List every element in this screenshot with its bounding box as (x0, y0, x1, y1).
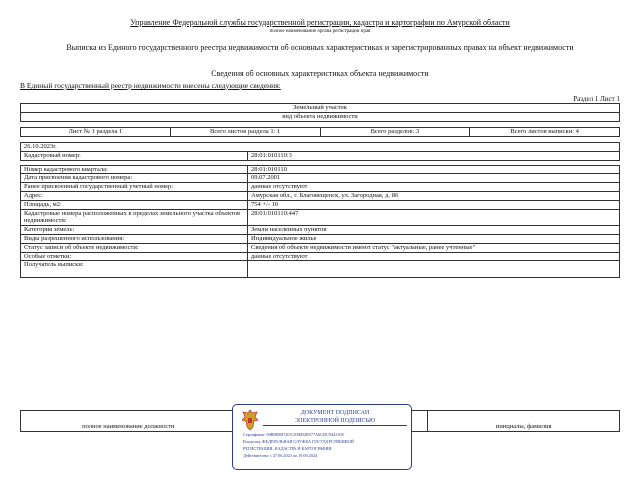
row-value: данные отсутствуют (248, 252, 620, 261)
object-type-table (20, 103, 620, 122)
row-value: Земли населенных пунктов (248, 226, 620, 235)
stamp-subtitle: ЭЛЕКТРОННОЙ ПОДПИСЬЮ (294, 418, 376, 424)
extract-title: Выписка из Единого государственного реестра недвижимости об основных характеристиках и зарегистрированных правах на объект недвижимости (66, 43, 574, 52)
row-value: Амурская обл., г. Благовещенск, ул. Загородная, д. 86 (248, 191, 620, 200)
row-label: Категория земель: (21, 226, 248, 235)
characteristics-table (20, 142, 620, 278)
row-value: данные отсутствуют (248, 183, 620, 192)
row-value: 09.07.2001 (248, 174, 620, 183)
row-label: Площадь, м2: (21, 200, 248, 209)
object-type-caption: вид объекта недвижимости (21, 112, 620, 121)
sheet-number: Лист № 1 раздела 1 (21, 128, 171, 137)
row-label: Кадастровые номера расположенных в пределах земельного участка объектов недвижимости: (21, 209, 248, 226)
extract-date: 26.10.2023г. (21, 143, 620, 152)
position-caption: полное наименование должности (21, 411, 237, 432)
total-sheets-extract: Всего листов выписки: 4 (470, 128, 620, 137)
object-type: Земельный участок (21, 104, 620, 113)
stamp-title: ДОКУМЕНТ ПОДПИСАН (300, 410, 370, 416)
agency-name: Управление Федеральной службы государственной регистрации, кадастра и картографии по Амурской области (130, 18, 510, 27)
stamp-validity: Действителен: с 27.06.2023 по 19.09.2024 (243, 453, 318, 458)
row-value: Индивидуальное жилье (248, 234, 620, 243)
agency-caption: полное наименование органа регистрации прав (269, 29, 371, 34)
stamp-divider (263, 425, 407, 426)
initials-caption: инициалы, фамилия (428, 411, 620, 432)
row-value: 754 +/- 10 (248, 200, 620, 209)
eagle-emblem-icon (241, 409, 259, 431)
row-value: 28:01:010110:447 (248, 209, 620, 226)
row-value: Сведения об объекте недвижимости имеют статус "актуальные, ранее учтенные" (248, 243, 620, 252)
row-label: Номер кадастрового квартала: (21, 165, 248, 174)
intro-line: В Единый государственный реестр недвижимости внесены следующие сведения: (20, 81, 281, 90)
row-label: Получатель выписки: (21, 261, 248, 278)
row-label: Кадастровый номер: (21, 151, 248, 160)
stamp-certificate: Сертификат: 00B8E0B7401CE86D2B577A6CDC9423108 (243, 432, 344, 437)
row-label: Адрес: (21, 191, 248, 200)
total-sections: Всего разделов: 3 (320, 128, 470, 137)
stamp-owner-1: Владелец: ФЕДЕРАЛЬНАЯ СЛУЖБА ГОСУДАРСТВЕННОЙ (243, 439, 354, 444)
row-label: Виды разрешенного использования: (21, 234, 248, 243)
row-value: 28:01:010110:3 (248, 151, 620, 160)
row-label: Статус записи об объекте недвижимости: (21, 243, 248, 252)
total-sheets-section: Всего листов раздела 1: 1 (170, 128, 320, 137)
row-label: Особые отметки: (21, 252, 248, 261)
sheet-info-table (20, 127, 620, 137)
electronic-signature-stamp (232, 404, 412, 470)
row-value: 28:01:010110 (248, 165, 620, 174)
stamp-owner-2: РЕГИСТРАЦИИ, КАДАСТРА И КАРТОГРАФИИ (243, 446, 332, 451)
row-label: Дата присвоения кадастрового номера: (21, 174, 248, 183)
section-title: Сведения об основных характеристиках объекта недвижимости (211, 69, 429, 78)
row-label: Ранее присвоенный государственный учетный номер: (21, 183, 248, 192)
page-indicator: Раздел 1 Лист 1 (573, 95, 620, 103)
row-value (248, 261, 620, 278)
